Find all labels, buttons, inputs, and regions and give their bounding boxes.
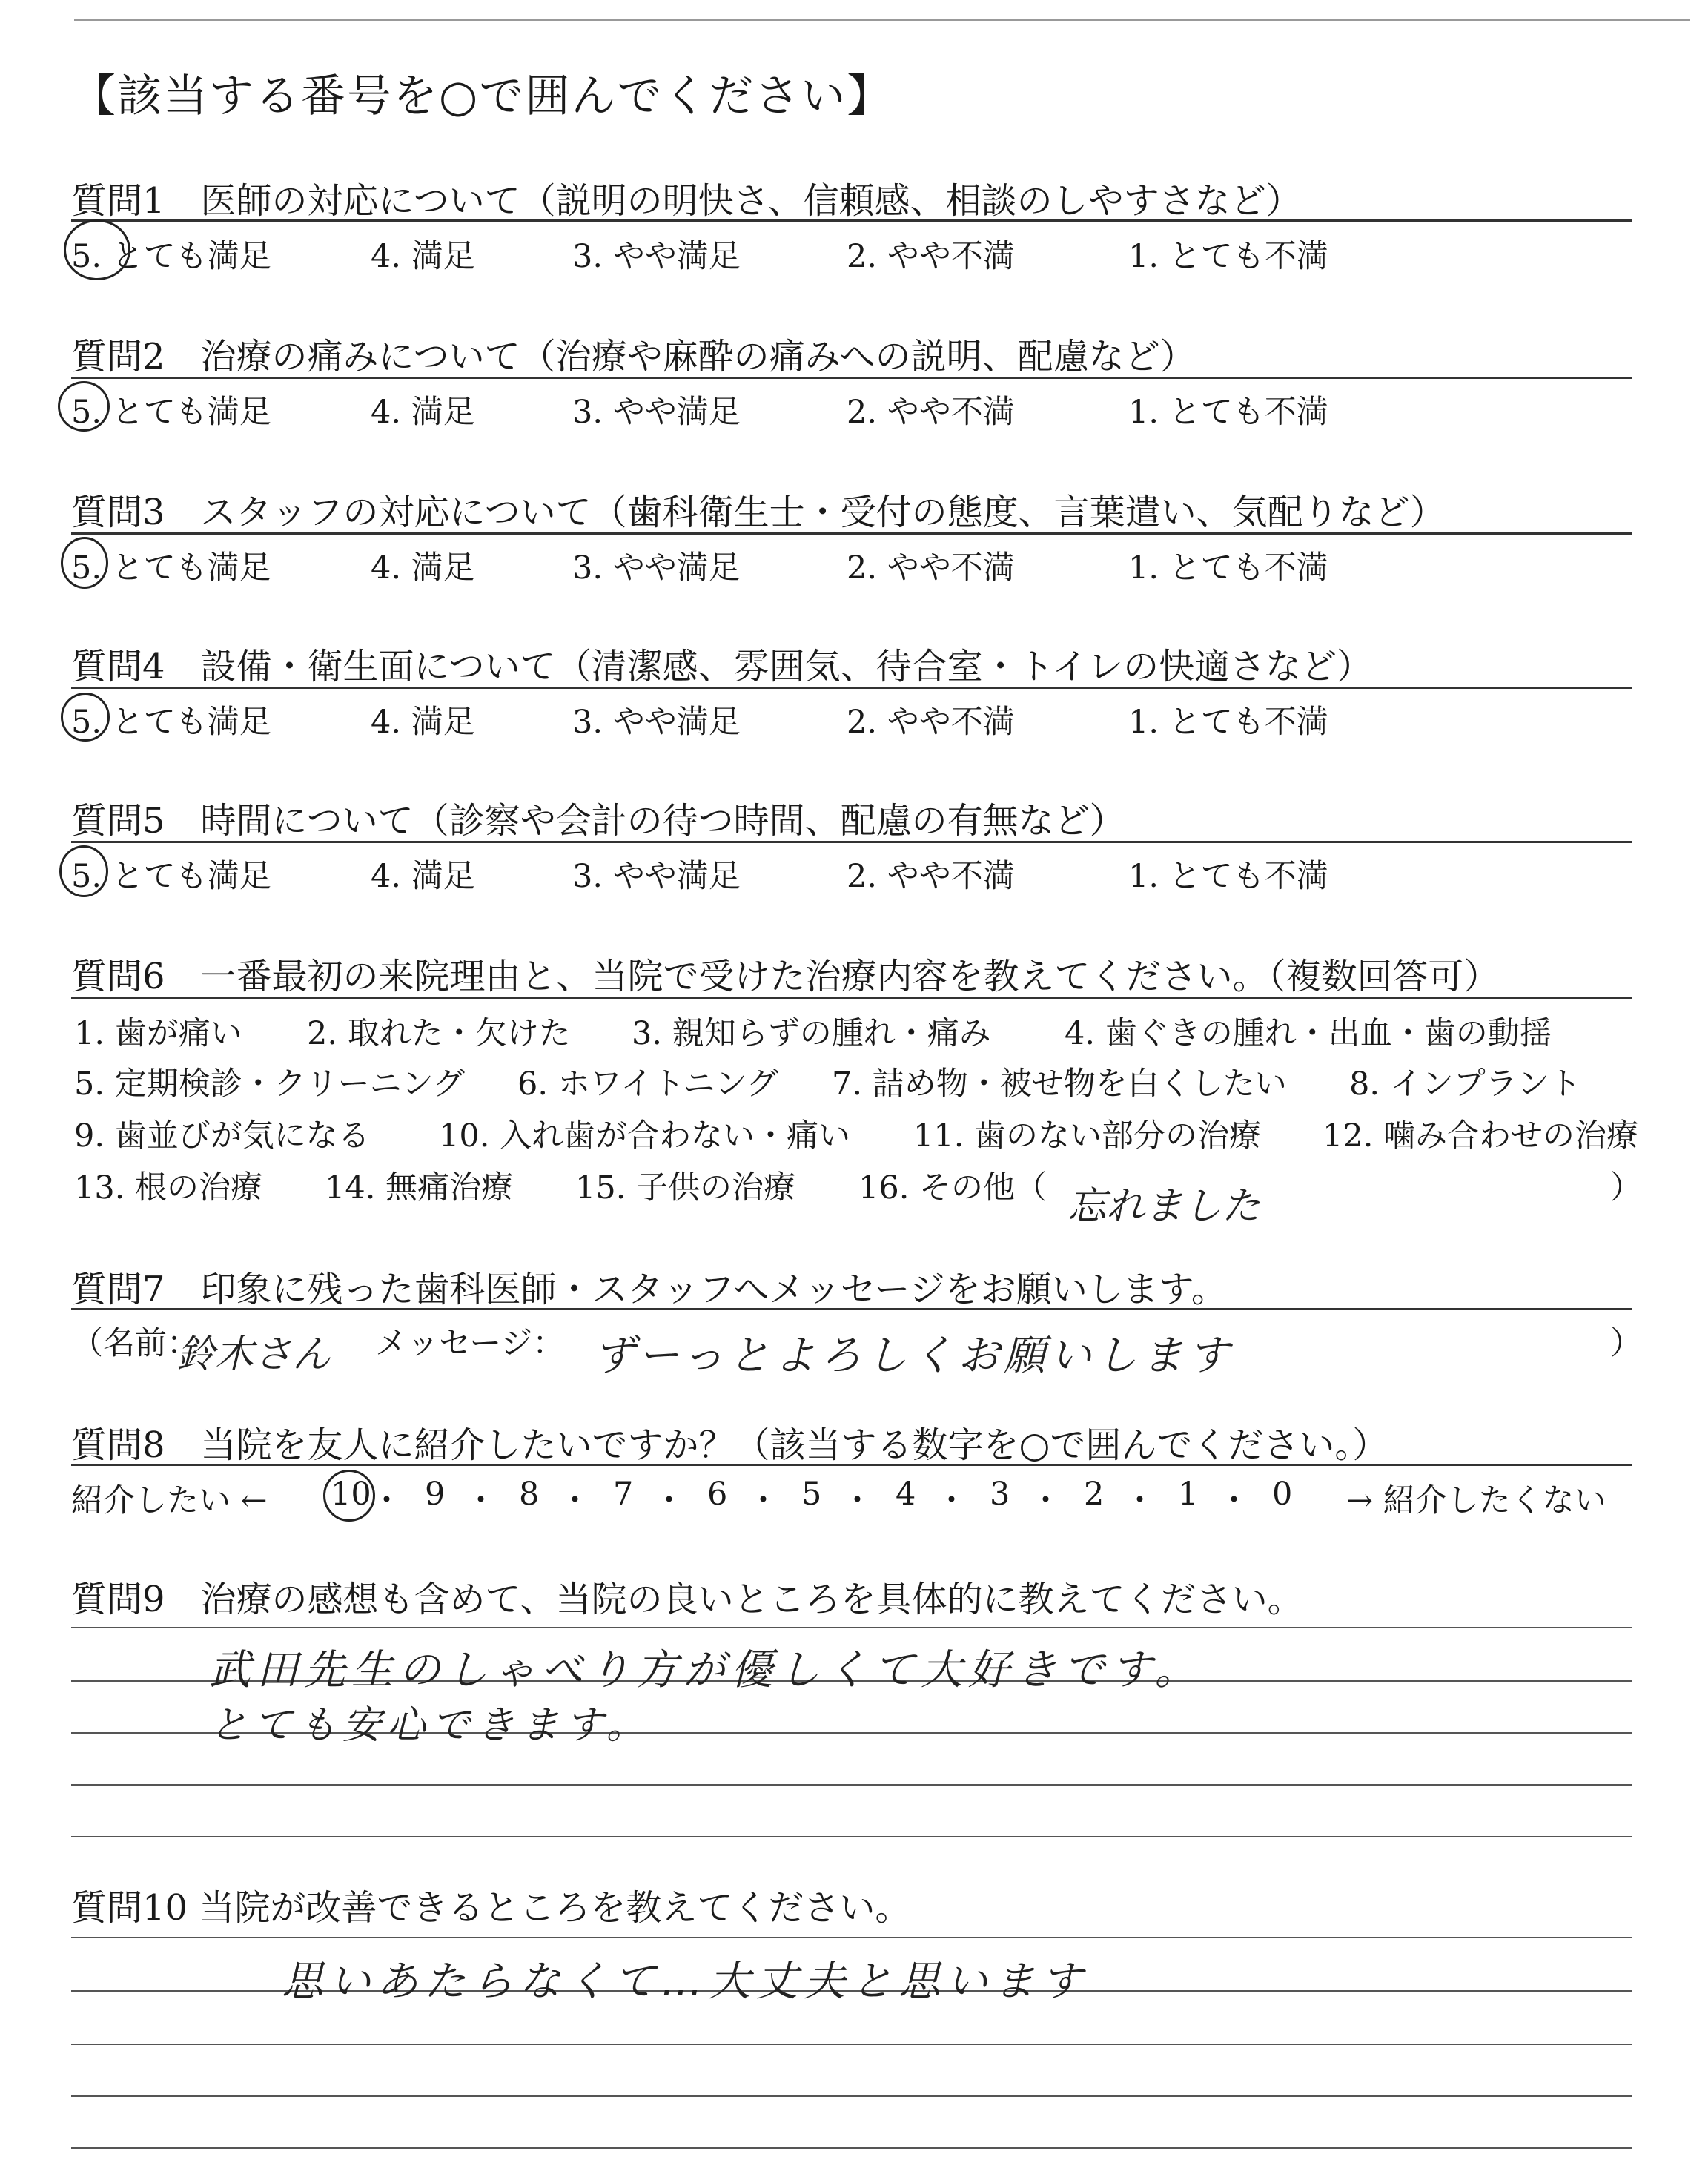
q1-option-3[interactable]: 3. やや満足 <box>572 238 741 275</box>
question-10-title: 質問10 当院が改善できるところを教えてください。 <box>71 1887 911 1929</box>
q6-option-16[interactable]: 16. その他（ <box>858 1169 1047 1206</box>
q1-option-4[interactable]: 4. 満足 <box>371 238 475 275</box>
q9-writing-line-4 <box>71 1784 1632 1786</box>
q4-option-3[interactable]: 3. やや満足 <box>572 704 741 741</box>
question-4-title: 質問4 設備・衛生面について（清潔感、雰囲気、待合室・トイレの快適さなど） <box>71 646 1373 687</box>
q8-separator-dot: ・ <box>841 1482 873 1519</box>
q5-option-5[interactable]: 5. とても満足 <box>71 858 271 895</box>
question-2-rule <box>71 377 1632 379</box>
q8-separator-dot: ・ <box>653 1482 685 1519</box>
q3-option-4[interactable]: 4. 満足 <box>371 549 475 587</box>
q9-answer-line-2[interactable]: とても安心できます。 <box>209 1703 651 1748</box>
q7-name-label: （名前： <box>71 1325 199 1362</box>
q6-option-11[interactable]: 11. 歯のない部分の治療 <box>913 1117 1262 1155</box>
q8-separator-dot: ・ <box>371 1482 403 1519</box>
q4-option-5[interactable]: 5. とても満足 <box>71 704 271 741</box>
question-8-title: 質問8 当院を友人に紹介したいですか？（該当する数字を○で囲んでください。） <box>71 1424 1388 1466</box>
form-header: 【該当する番号を○で囲んでください】 <box>71 70 893 122</box>
q9-writing-line-1 <box>71 1627 1632 1628</box>
q1-option-1[interactable]: 1. とても不満 <box>1128 238 1328 275</box>
q8-number-2[interactable]: 2 <box>1084 1476 1105 1513</box>
q6-option-2[interactable]: 2. 取れた・欠けた <box>307 1015 571 1052</box>
question-1-title: 質問1 医師の対応について（説明の明快さ、信頼感、相談のしやすさなど） <box>71 180 1302 222</box>
q5-option-4[interactable]: 4. 満足 <box>371 858 475 895</box>
q7-message-value[interactable]: ずーっとよろしくお願いします <box>593 1332 1234 1380</box>
q10-answer-line-1[interactable]: 思いあたらなくて…大丈夫と思います <box>282 1958 1088 2006</box>
question-6-rule <box>71 997 1632 999</box>
q6-option-8[interactable]: 8. インプラント <box>1349 1066 1581 1103</box>
q8-number-3[interactable]: 3 <box>990 1476 1010 1513</box>
q6-option-7[interactable]: 7. 詰め物・被せ物を白くしたい <box>832 1066 1287 1103</box>
q8-number-0[interactable]: 0 <box>1272 1476 1293 1513</box>
q9-writing-line-5 <box>71 1836 1632 1837</box>
q4-option-4[interactable]: 4. 満足 <box>371 704 475 741</box>
q8-left-label: 紹介したい ← <box>71 1482 268 1519</box>
q5-option-2[interactable]: 2. やや不満 <box>847 858 1015 895</box>
q8-number-1[interactable]: 1 <box>1178 1476 1199 1513</box>
question-3-rule <box>71 532 1632 535</box>
q8-separator-dot: ・ <box>747 1482 779 1519</box>
q3-selection-circle <box>61 537 108 589</box>
q6-other-answer[interactable]: 忘れました <box>1068 1184 1261 1229</box>
question-4-rule <box>71 687 1632 689</box>
q5-option-3[interactable]: 3. やや満足 <box>572 858 741 895</box>
q8-number-7[interactable]: 7 <box>613 1476 634 1513</box>
q7-name-value[interactable]: 鈴木さん <box>176 1332 331 1377</box>
q8-number-10[interactable]: 10 <box>331 1476 371 1513</box>
q2-selection-circle <box>58 381 110 432</box>
q1-option-2[interactable]: 2. やや不満 <box>847 238 1015 275</box>
q8-separator-dot: ・ <box>1218 1482 1250 1519</box>
question-7-title: 質問7 印象に残った歯科医師・スタッフへメッセージをお願いします。 <box>71 1269 1227 1310</box>
q2-option-3[interactable]: 3. やや満足 <box>572 394 741 431</box>
question-6-title: 質問6 一番最初の来院理由と、当院で受けた治療内容を教えてください。（複数回答可） <box>71 956 1500 997</box>
q1-option-5[interactable]: 5. とても満足 <box>71 238 271 275</box>
q6-option-4[interactable]: 4. 歯ぐきの腫れ・出血・歯の動揺 <box>1065 1015 1552 1052</box>
q3-option-1[interactable]: 1. とても不満 <box>1128 549 1328 587</box>
question-7-rule <box>71 1308 1632 1310</box>
question-8-rule <box>71 1464 1632 1466</box>
q10-writing-line-1 <box>71 1937 1632 1938</box>
q8-separator-dot: ・ <box>465 1482 497 1519</box>
q6-option-10[interactable]: 10. 入れ歯が合わない・痛い <box>439 1117 851 1155</box>
q8-number-8[interactable]: 8 <box>519 1476 540 1513</box>
top-edge-line <box>74 19 1690 21</box>
q10-writing-line-5 <box>71 2147 1632 2149</box>
q6-option-9[interactable]: 9. 歯並びが気になる <box>74 1117 370 1155</box>
q2-option-4[interactable]: 4. 満足 <box>371 394 475 431</box>
q9-answer-line-1[interactable]: 武田先生のしゃべり方が優しくて大好きです。 <box>209 1646 1202 1694</box>
q6-option-6[interactable]: 6. ホワイトニング <box>517 1066 778 1103</box>
question-1-rule <box>71 219 1632 222</box>
q8-right-label: → 紹介したくない <box>1346 1482 1606 1519</box>
q8-number-6[interactable]: 6 <box>707 1476 728 1513</box>
q6-option-12[interactable]: 12. 噛み合わせの治療 <box>1323 1117 1639 1155</box>
q6-option-15[interactable]: 15. 子供の治療 <box>575 1169 796 1206</box>
q4-option-1[interactable]: 1. とても不満 <box>1128 704 1328 741</box>
q6-option-1[interactable]: 1. 歯が痛い <box>74 1015 242 1052</box>
q5-selection-circle <box>59 845 108 897</box>
q3-option-3[interactable]: 3. やや満足 <box>572 549 741 587</box>
q10-writing-line-4 <box>71 2095 1632 2097</box>
q2-option-2[interactable]: 2. やや不満 <box>847 394 1015 431</box>
q8-number-4[interactable]: 4 <box>896 1476 916 1513</box>
q7-close-paren: ） <box>1610 1325 1642 1362</box>
q4-option-2[interactable]: 2. やや不満 <box>847 704 1015 741</box>
q8-separator-dot: ・ <box>559 1482 591 1519</box>
q10-writing-line-3 <box>71 2044 1632 2045</box>
q8-separator-dot: ・ <box>936 1482 967 1519</box>
q6-option-5[interactable]: 5. 定期検診・クリーニング <box>74 1066 465 1103</box>
q8-separator-dot: ・ <box>1030 1482 1062 1519</box>
q1-selection-circle <box>64 219 130 280</box>
q3-option-5[interactable]: 5. とても満足 <box>71 549 271 587</box>
q7-message-label: メッセージ： <box>375 1325 565 1362</box>
question-2-title: 質問2 治療の痛みについて（治療や麻酔の痛みへの説明、配慮など） <box>71 336 1196 377</box>
q6-option-3[interactable]: 3. 親知らずの腫れ・痛み <box>632 1015 991 1052</box>
q2-option-1[interactable]: 1. とても不満 <box>1128 394 1328 431</box>
q6-other-close-paren: ） <box>1610 1169 1642 1206</box>
question-5-title: 質問5 時間について（診察や会計の待つ時間、配慮の有無など） <box>71 800 1125 842</box>
q2-option-5[interactable]: 5. とても満足 <box>71 394 271 431</box>
q6-option-13[interactable]: 13. 根の治療 <box>74 1169 263 1206</box>
question-3-title: 質問3 スタッフの対応について（歯科衛生士・受付の態度、言葉遣い、気配りなど） <box>71 492 1446 533</box>
question-9-title: 質問9 治療の感想も含めて、当院の良いところを具体的に教えてください。 <box>71 1579 1303 1620</box>
q8-separator-dot: ・ <box>1124 1482 1156 1519</box>
q3-option-2[interactable]: 2. やや不満 <box>847 549 1015 587</box>
q8-number-5[interactable]: 5 <box>801 1476 822 1513</box>
q6-option-14[interactable]: 14. 無痛治療 <box>325 1169 514 1206</box>
q4-selection-circle <box>61 693 110 742</box>
q8-selection-circle <box>323 1470 375 1522</box>
q8-number-9[interactable]: 9 <box>425 1476 446 1513</box>
q5-option-1[interactable]: 1. とても不満 <box>1128 858 1328 895</box>
question-5-rule <box>71 841 1632 843</box>
